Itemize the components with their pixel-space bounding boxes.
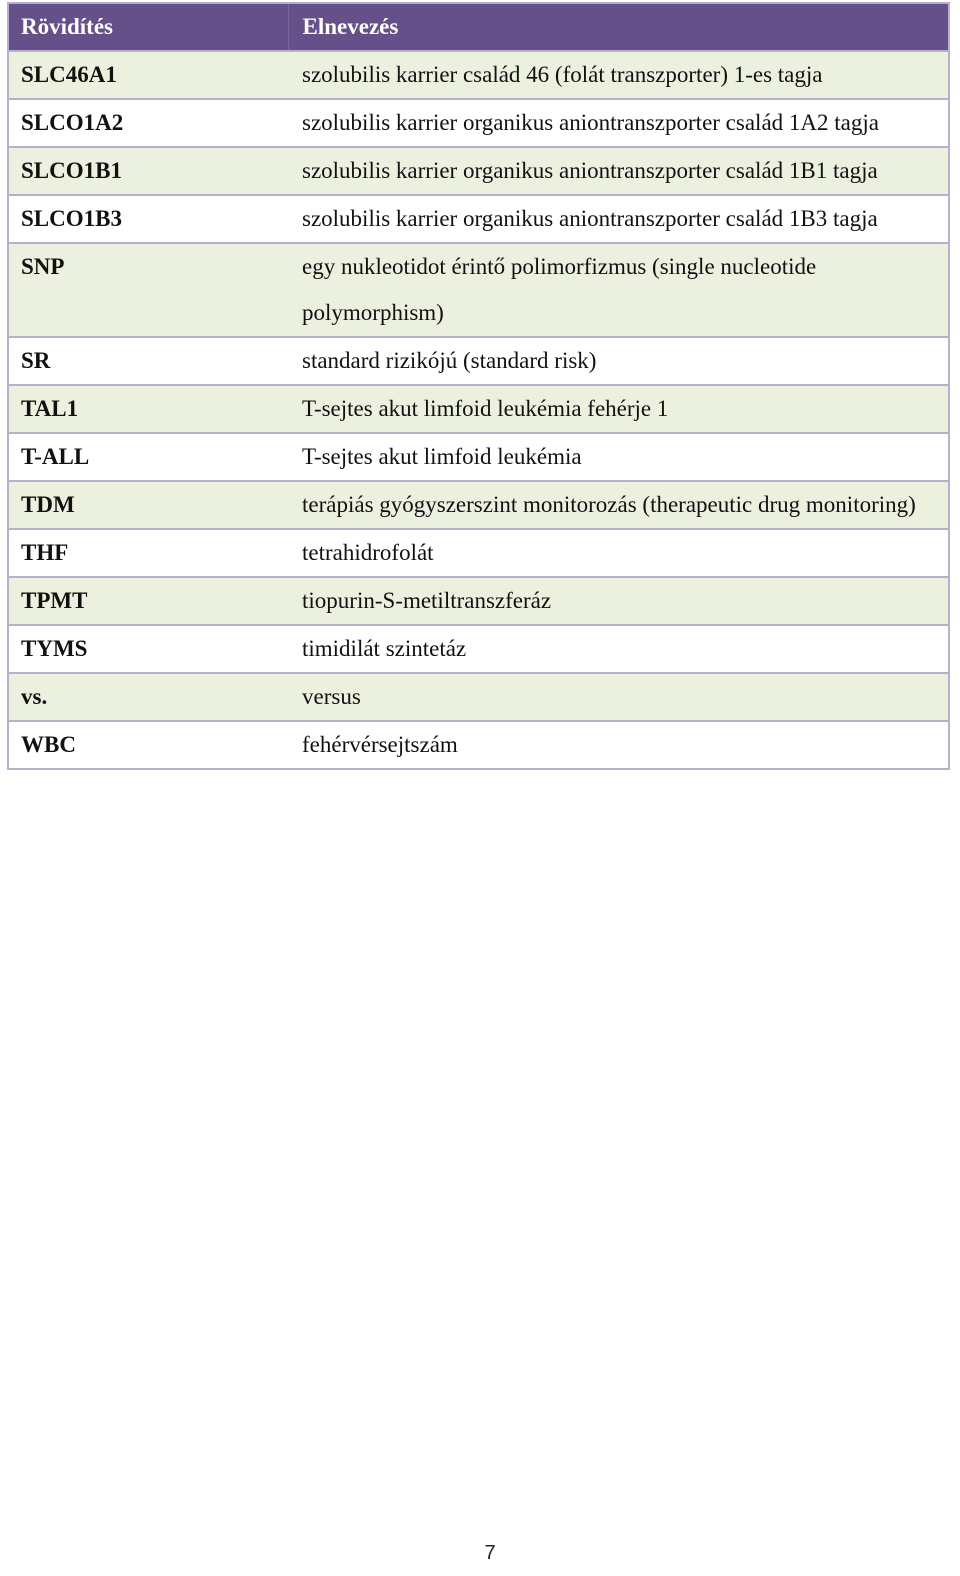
abbreviation-cell: SNP: [8, 243, 288, 337]
definition-cell: egy nukleotidot érintő polimorfizmus (single nucleotide polymorphism): [288, 243, 949, 337]
abbreviation-cell: SR: [8, 337, 288, 385]
table-row: [8, 529, 949, 577]
definition-cell: szolubilis karrier organikus aniontranszporter család 1B1 tagja: [288, 147, 949, 195]
header-name: Elnevezés: [288, 3, 949, 51]
definition-cell: szolubilis karrier organikus aniontranszporter család 1B3 tagja: [288, 195, 949, 243]
table-row: [8, 195, 949, 243]
page-number: 7: [484, 1542, 496, 1564]
table-row: [8, 577, 949, 625]
abbreviation-cell: SLCO1A2: [8, 99, 288, 147]
table-row: [8, 385, 949, 433]
definition-cell: T-sejtes akut limfoid leukémia fehérje 1: [288, 385, 949, 433]
definition-cell: timidilát szintetáz: [288, 625, 949, 673]
table-row: [8, 337, 949, 385]
abbreviation-cell: SLCO1B1: [8, 147, 288, 195]
header-abbreviation: Rövidítés: [8, 3, 288, 51]
table-row: [8, 433, 949, 481]
table-row: [8, 99, 949, 147]
table-header-row: [8, 3, 949, 51]
table-row: [8, 481, 949, 529]
table-row: [8, 243, 949, 337]
table-row: [8, 625, 949, 673]
abbreviation-cell: TYMS: [8, 625, 288, 673]
definition-cell: terápiás gyógyszerszint monitorozás (therapeutic drug monitoring): [288, 481, 949, 529]
definition-cell: versus: [288, 673, 949, 721]
table-row: [8, 51, 949, 99]
abbreviation-cell: TAL1: [8, 385, 288, 433]
abbreviation-cell: TDM: [8, 481, 288, 529]
definition-cell: tiopurin-S-metiltranszferáz: [288, 577, 949, 625]
abbreviation-cell: THF: [8, 529, 288, 577]
definition-cell: szolubilis karrier család 46 (folát transzporter) 1-es tagja: [288, 51, 949, 99]
definition-cell: szolubilis karrier organikus aniontranszporter család 1A2 tagja: [288, 99, 949, 147]
abbreviation-cell: SLC46A1: [8, 51, 288, 99]
table-row: [8, 147, 949, 195]
definition-cell: T-sejtes akut limfoid leukémia: [288, 433, 949, 481]
abbreviation-cell: SLCO1B3: [8, 195, 288, 243]
table-row: [8, 673, 949, 721]
definition-cell: standard rizikójú (standard risk): [288, 337, 949, 385]
abbreviation-cell: WBC: [8, 721, 288, 769]
definition-cell: tetrahidrofolát: [288, 529, 949, 577]
definition-cell: fehérvérsejtszám: [288, 721, 949, 769]
abbreviations-table: [7, 2, 950, 770]
table-row: [8, 721, 949, 769]
abbreviation-cell: vs.: [8, 673, 288, 721]
abbreviation-cell: TPMT: [8, 577, 288, 625]
abbreviation-cell: T-ALL: [8, 433, 288, 481]
